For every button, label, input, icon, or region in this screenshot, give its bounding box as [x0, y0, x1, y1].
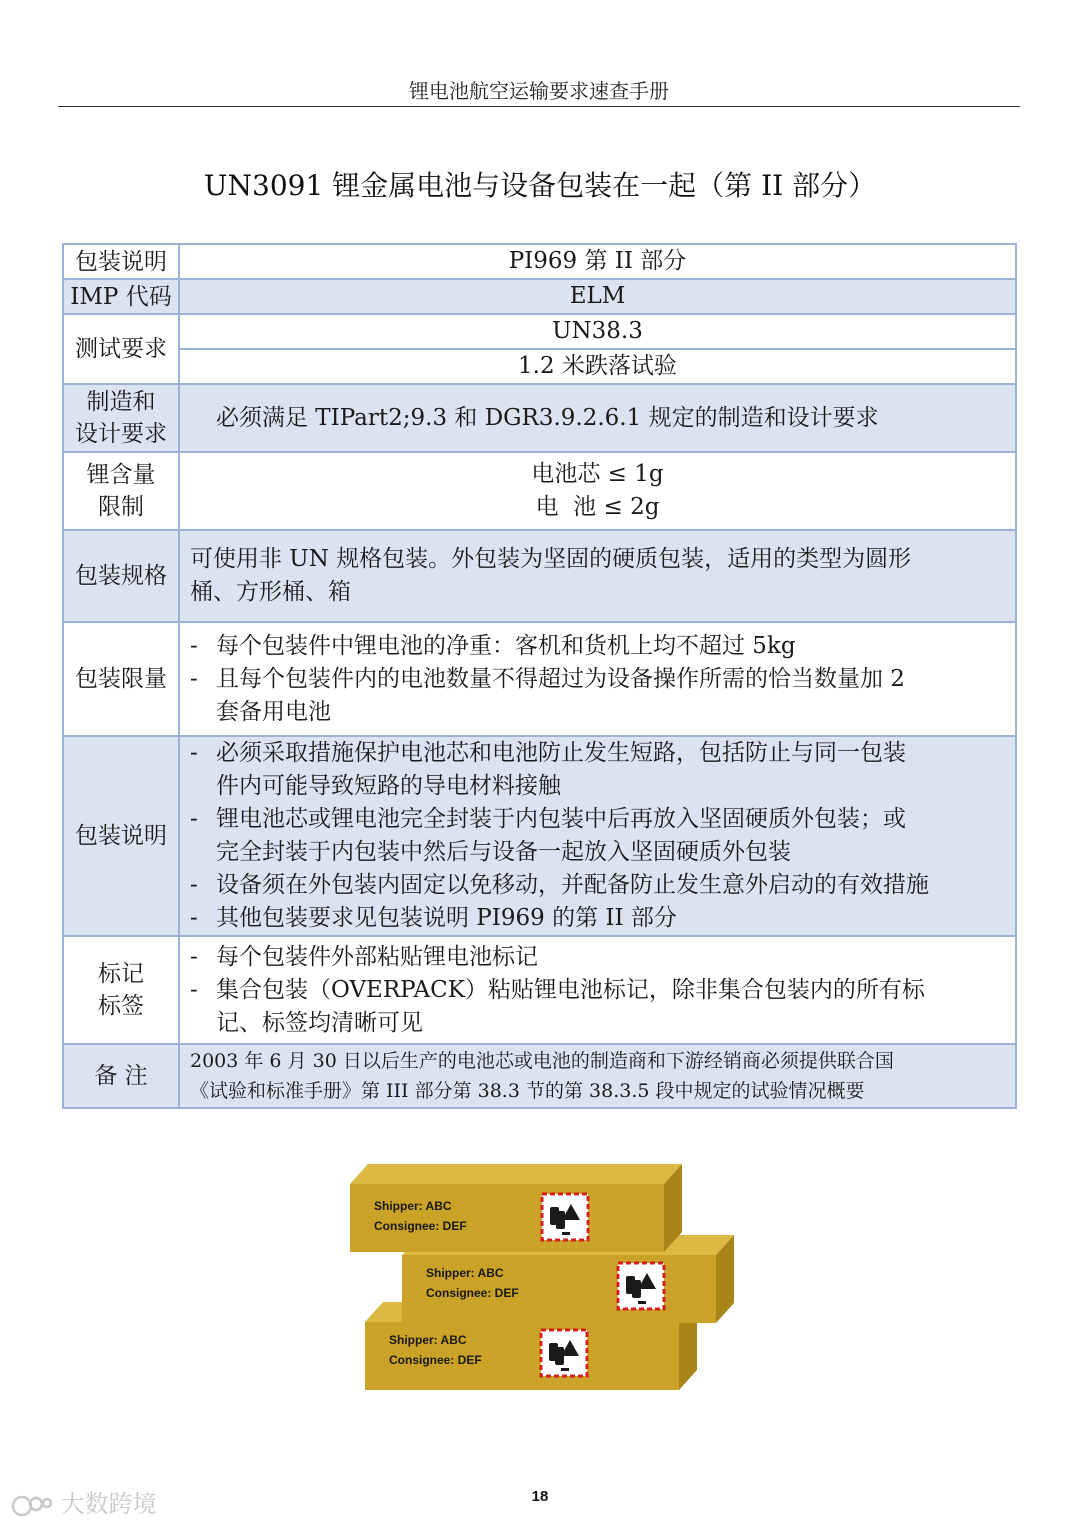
row-value — [179, 530, 1016, 622]
shipper-text: Shipper: ABC — [389, 1333, 467, 1347]
limit-line: 电池芯 ≤ 1g — [531, 461, 664, 487]
bullet-item — [190, 941, 1005, 974]
row-value — [179, 736, 1016, 936]
page-number: 18 — [531, 1488, 549, 1505]
text-line: 记、标签均清晰可见 — [216, 1009, 423, 1036]
running-header: 锂电池航空运输要求速查手册 — [409, 79, 669, 103]
lithium-battery-label-icon — [542, 1194, 588, 1240]
table-row — [63, 452, 1016, 530]
label-line: 标记 — [98, 961, 144, 987]
text-line: 套备用电池 — [216, 698, 331, 725]
text-line: - 锂电池芯或锂电池完全封装于内包装中后再放入坚固硬质外包装；或 — [216, 806, 906, 832]
bullet-item — [190, 869, 1005, 902]
row-value — [179, 622, 1016, 736]
text-line: 可使用非 UN 规格包装。外包装为坚固的硬质包装，适用的类型为圆形 — [190, 546, 912, 572]
text-line: 完全封装于内包装中然后与设备一起放入坚固硬质外包装 — [216, 839, 791, 865]
row-value — [179, 936, 1016, 1044]
row-label — [63, 936, 179, 1044]
row-value — [179, 1044, 1016, 1108]
table-row — [63, 384, 1016, 452]
text-line: - 设备须在外包装内固定以免移动，并配备防止发生意外启动的有效措施 — [216, 872, 929, 898]
text-line: 桶、方形桶、箱 — [190, 579, 351, 605]
lithium-battery-label-icon — [541, 1330, 587, 1376]
text-line: 件内可能导致短路的导电材料接触 — [216, 773, 561, 799]
text-line: - 集合包装（OVERPACK）粘贴锂电池标记，除非集合包装内的所有标 — [216, 976, 925, 1003]
table-row — [63, 736, 1016, 936]
table-row — [63, 936, 1016, 1044]
text-line: - 且每个包装件内的电池数量不得超过为设备操作所需的恰当数量加 2 — [216, 665, 905, 692]
document-title: UN3091 锂金属电池与设备包装在一起（第 II 部分） — [203, 169, 877, 202]
bullet-item — [190, 974, 1005, 1040]
bullet-item — [190, 630, 1005, 663]
limit-line: 电 池 ≤ 2g — [535, 494, 660, 520]
text-line: 《试验和标准手册》第 III 部分第 38.3 节的第 38.3.5 段中规定的试验情况概要 — [190, 1080, 865, 1102]
table-row — [63, 530, 1016, 622]
text-line: - 其他包装要求见包装说明 PI969 的第 II 部分 — [216, 905, 677, 931]
shipper-text: Shipper: ABC — [426, 1266, 504, 1280]
watermark-text: 大数跨境 — [60, 1491, 157, 1518]
row-label: 包装规格 — [63, 530, 179, 622]
row-value: ELM — [179, 279, 1016, 314]
row-label: 包装说明 — [63, 244, 179, 279]
consignee-text: Consignee: DEF — [426, 1286, 519, 1300]
text-line: - 必须采取措施保护电池芯和电池防止发生短路，包括防止与同一包装 — [216, 740, 906, 766]
header-rule — [58, 106, 1020, 107]
label-line: 设计要求 — [75, 421, 167, 447]
table-row — [63, 314, 1016, 384]
table-row — [63, 1044, 1016, 1108]
bullet-item — [190, 737, 1005, 803]
label-line: 标签 — [98, 993, 144, 1019]
row-value: PI969 第 II 部分 — [179, 244, 1016, 279]
row-label: 备 注 — [63, 1044, 179, 1108]
label-line: 制造和 — [86, 389, 156, 415]
table-row — [63, 622, 1016, 736]
row-label — [63, 452, 179, 530]
text-line: 2003 年 6 月 30 日以后生产的电池芯或电池的制造商和下游经销商必须提供联合国 — [190, 1050, 894, 1072]
bullet-item — [190, 803, 1005, 869]
label-line: 锂含量 — [86, 462, 156, 488]
table-row — [63, 279, 1016, 314]
label-line: 限制 — [98, 494, 144, 520]
test-item: 1.2 米跌落试验 — [180, 348, 1015, 383]
row-value: 必须满足 TIPart2;9.3 和 DGR3.9.2.6.1 规定的制造和设计要求 — [179, 384, 1016, 452]
row-label — [63, 384, 179, 452]
consignee-text: Consignee: DEF — [374, 1219, 467, 1233]
test-item: UN38.3 — [552, 318, 643, 344]
text-line: - 每个包装件中锂电池的净重：客机和货机上均不超过 5kg — [216, 632, 796, 659]
row-label: 测试要求 — [63, 314, 179, 384]
package-box — [350, 1164, 682, 1252]
row-label: IMP 代码 — [63, 279, 179, 314]
lithium-battery-label-icon — [618, 1263, 664, 1309]
shipper-text: Shipper: ABC — [374, 1199, 452, 1213]
bullet-item — [190, 902, 1005, 935]
row-value — [179, 452, 1016, 530]
stacked-packages-illustration — [340, 1158, 750, 1398]
text-line: - 每个包装件外部粘贴锂电池标记 — [216, 943, 538, 970]
requirements-table — [62, 243, 1017, 1109]
row-label: 包装说明 — [63, 736, 179, 936]
table-row — [63, 244, 1016, 279]
row-label: 包装限量 — [63, 622, 179, 736]
bullet-item — [190, 663, 1005, 729]
row-value — [179, 314, 1016, 384]
consignee-text: Consignee: DEF — [389, 1353, 482, 1367]
